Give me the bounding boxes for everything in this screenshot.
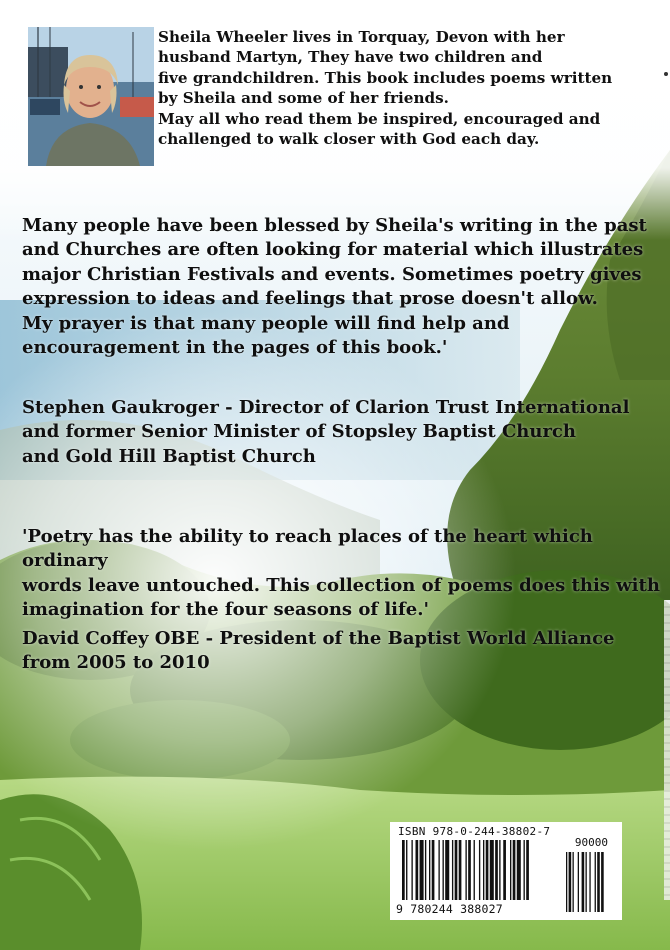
barcode-bar <box>455 840 458 900</box>
author-bio: Sheila Wheeler lives in Torquay, Devon with her husband Martyn, They have two children and five grandchildren. This book includes poems written by Sheila and some of her friends. May all who read them be inspired, encouraged and challenged to walk closer with God each day. <box>158 28 613 149</box>
edge-mark <box>664 72 668 76</box>
barcode-bar <box>495 840 498 900</box>
barcode-addon-bar <box>569 852 572 912</box>
endorsement-attribution-1: Stephen Gaukroger - Director of Clarion Trust International and former Senior Minister of Stopsley Baptist Church and Gold Hill Baptist Church <box>22 397 630 467</box>
endorsement-quote-1: Many people have been blessed by Sheila's writing in the past and Churches are often looking for material which illustrates major Christian Festivals and events. Sometimes poetry gives expression to ideas and feelings that prose doesn't allow. My prayer is that many people will find help and encouragement in the pages of this book.' <box>22 215 647 359</box>
barcode-bar <box>429 840 430 900</box>
barcode-bar <box>438 840 439 900</box>
barcode-bar <box>465 840 466 900</box>
barcode-addon-bar <box>597 852 600 912</box>
barcode-addon-bar <box>589 852 590 912</box>
barcode-bar <box>510 840 511 900</box>
barcode-bar <box>479 840 480 900</box>
spine-edge <box>664 600 670 900</box>
barcode-addon-bar <box>566 852 567 912</box>
author-photo <box>28 27 154 166</box>
endorsement-attribution-2: David Coffey OBE - President of the Baptist World Alliance from 2005 to 2010 <box>22 628 615 674</box>
barcode-bar <box>526 840 529 900</box>
isbn-number: ISBN 978-0-244-38802-7 <box>398 825 551 838</box>
barcode-bar <box>503 840 506 900</box>
barcode-addon-bar <box>601 852 604 912</box>
ean-digits: 9 780244 388027 <box>396 902 503 916</box>
barcode-bar <box>468 840 471 900</box>
barcode-addon-bar <box>582 852 585 912</box>
barcode-bar <box>513 840 516 900</box>
price-code: 90000 <box>574 836 608 849</box>
barcode-bar <box>411 840 412 900</box>
barcode-bar <box>445 840 449 900</box>
barcode-bar <box>425 840 426 900</box>
barcode-bar <box>459 840 462 900</box>
barcode-bar <box>416 840 419 900</box>
barcode-bar <box>406 840 407 900</box>
barcode-bar <box>517 840 521 900</box>
barcode-addon-bar <box>586 852 587 912</box>
barcode-bar <box>524 840 525 900</box>
barcode-addon-bar <box>578 852 579 912</box>
endorsement-quote-2: 'Poetry has the ability to reach places of the heart which ordinary words leave untouched. This collection of poems does this with imagination for the four seasons of life.' <box>22 526 660 621</box>
barcode-bar <box>490 840 494 900</box>
barcode-bar <box>486 840 489 900</box>
barcode-bar <box>402 840 405 900</box>
barcode-addon-bar <box>573 852 574 912</box>
barcode-bar <box>452 840 453 900</box>
barcode-bar <box>499 840 500 900</box>
barcode-bar <box>432 840 435 900</box>
barcode-addon-bar <box>595 852 596 912</box>
barcode-bar <box>474 840 475 900</box>
barcode-bar <box>483 840 484 900</box>
barcode-bar <box>443 840 444 900</box>
isbn-barcode <box>390 822 622 920</box>
barcode-bar <box>420 840 424 900</box>
